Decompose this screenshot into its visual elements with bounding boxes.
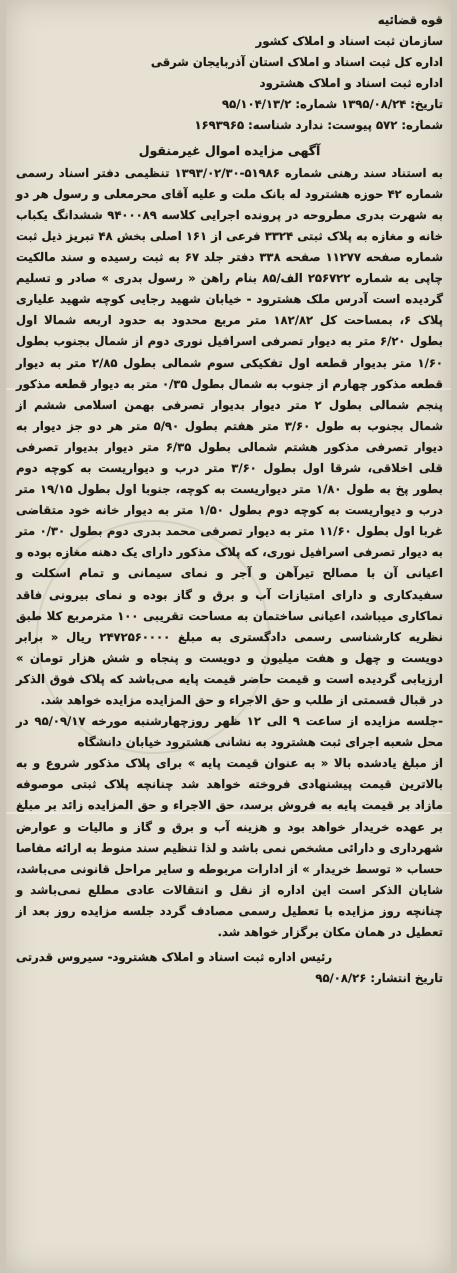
body-paragraph-terms: از مبلغ یادشده بالا « به عنوان قیمت پایه » برای پلاک مذکور شروع و به بالاترین قیمت پیشنهادی فروخته خواهد شد چنانچه پلاک ثبتی موصوفه مازاد بر قیمت پایه به فروش برسد، حق الاجراء و حق المزایده زائد بر مبلغ بر عهده خریدار خواهد بود و هزینه آب و برق و گاز و مالیات و عوارض شهرداری و دارائی مشخص نمی باشد و لذا تنظیم سند منوط به ارائه مفاصا حساب « توسط خریدار » از ادارات مربوطه و سایر مراحل قانونی می‌باشد، شایان الذکر است این اداره از نقل و انتقالات عادی مطلع نمی‌باشد و چنانچه روز مزایده با تعطیل رسمی مصادف گردد جلسه مزایده روز بعد از تعطیل در همان مکان برگزار خواهد شد. xyxy=(16,756,443,940)
header-reference: شماره: ۵۷۲ پیوست: ندارد شناسه: ۱۶۹۳۹۶۵ xyxy=(194,118,443,133)
header-judiciary: قوه قضائیه xyxy=(377,13,443,27)
signature-line: رئیس اداره ثبت اسناد و املاک هشترود- سیروس قدرتی xyxy=(16,950,333,965)
header-province-office: اداره کل ثبت اسناد و املاک استان آذربایجان شرقی xyxy=(150,55,443,70)
publish-date: تاریخ انتشار: ۹۵/۰۸/۲۶ xyxy=(315,971,443,986)
notice-header xyxy=(16,10,443,137)
header-local-office: اداره ثبت اسناد و املاک هشترود xyxy=(259,76,443,91)
notice-column xyxy=(16,10,443,989)
body-paragraph-main: به استناد سند رهنی شماره ۵۱۹۸۶-۱۳۹۳/۰۲/۳۰ تنظیمی دفتر اسناد رسمی شماره ۴۲ حوزه هشترود له بانک ملت و علیه آقای محرمعلی و رسول هر دو به شهرت بدری مطروحه در پرونده اجرایی کلاسه ۹۴۰۰۰۸۹ ششدانگ یکباب خانه و مغازه به پلاک ثبتی ۳۳۲۴ فرعی از ۱۶۱ اصلی بخش ۴۸ تبریز ذیل ثبت شماره صفحه ۱۱۲۷۷ صفحه ۳۳۸ دفتر جلد ۶۷ به ثبت رسیده و سند مالکیت چاپی به شماره ۲۵۶۷۲۲ الف/۸۵ بنام راهن « رسول بدری » صادر و تسلیم گردیده است آدرس ملک هشترود - خیابان شهید رجایی کوچه شهید علیاری پلاک ۶، بمساحت کل ۱۸۲/۸۲ متر مربع محدود به حدود اربعه شمالا اول بطول ۶/۲۰ متر به دیوار تصرفی اسرافیل نوری دوم از شمال بجنوب بطول ۱/۶۰ متر بدیوار قطعه اول تفکیکی سوم شمالی بطول ۲/۸۵ متر به دیوار قطعه مذکور چهارم از جنوب به شمال بطول ۰/۳۵ متر به دیوار قطعه مذکور پنجم شمالی بطول ۲ متر دیوار بدیوار تصرفی بهمن اسلامی ششم از شمال بجنوب به طول ۳/۶۰ متر هفتم بطول ۵/۹۰ متر هر دو جز دیوار به دیوار تصرفی مذکور هشتم شمالی بطول ۶/۳۵ متر دیوار بدیوار تصرفی قلی اخلاقی، شرقا اول بطول ۳/۶۰ متر درب و دیواریست به کوچه دوم بطور پخ به طول ۱/۸۰ متر دیواریست به کوچه، جنوبا اول بطول ۱۹/۱۵ متر درب و دیواریست به کوچه دوم بطول ۱/۵۰ متر به دیوار خانه خود متقاضی غربا اول بطول ۱۱/۶۰ متر به دیوار تصرفی محمد بدری دوم بطول ۰/۳۰ متر به دیوار تصرفی اسرافیل نوری، که پلاک مذکور دارای یک دهنه مغازه بوده و اعیانی آن با مصالح تیرآهن و آجر و نمای سیمانی و تمام اسکلت و سفیدکاری و دارای امتیازات آب و برق و گاز بوده و نمای بیرونی فاقد نماکاری میباشد، اعیانی ساختمان به مساحت تقریبی ۱۰۰ مترمربع کلا طبق نظریه کارشناسی رسمی دادگستری به مبلغ ۲۴۷۲۵۶۰۰۰۰ ریال « برابر دویست و چهل و هفت میلیون و دویست و پنجاه و شش هزار تومان » ارزیابی گردیده است و قیمت حاضر قیمت پایه می‌باشد که پلاک فوق الذکر در قبال قسمتی از طلب و حق الاجراء و حق المزایده مزایده خواهد شد. xyxy=(16,165,444,707)
header-organization: سازمان ثبت اسناد و املاک کشور xyxy=(255,34,443,49)
notice-title: آگهی مزایده اموال غیرمنقول xyxy=(138,142,321,158)
header-date-number: تاریخ: ۱۳۹۵/۰۸/۲۴ شماره: ۹۵/۱۰۴/۱۳/۲ xyxy=(222,97,443,112)
body-paragraph-session: -جلسه مزایده از ساعت ۹ الی ۱۲ ظهر روزچهارشنبه مورخه ۹۵/۰۹/۱۷ در محل شعبه اجرای ثبت هشترود به نشانی هشترود خیابان دانشگاه xyxy=(16,714,443,750)
newspaper-clipping xyxy=(6,0,451,1273)
